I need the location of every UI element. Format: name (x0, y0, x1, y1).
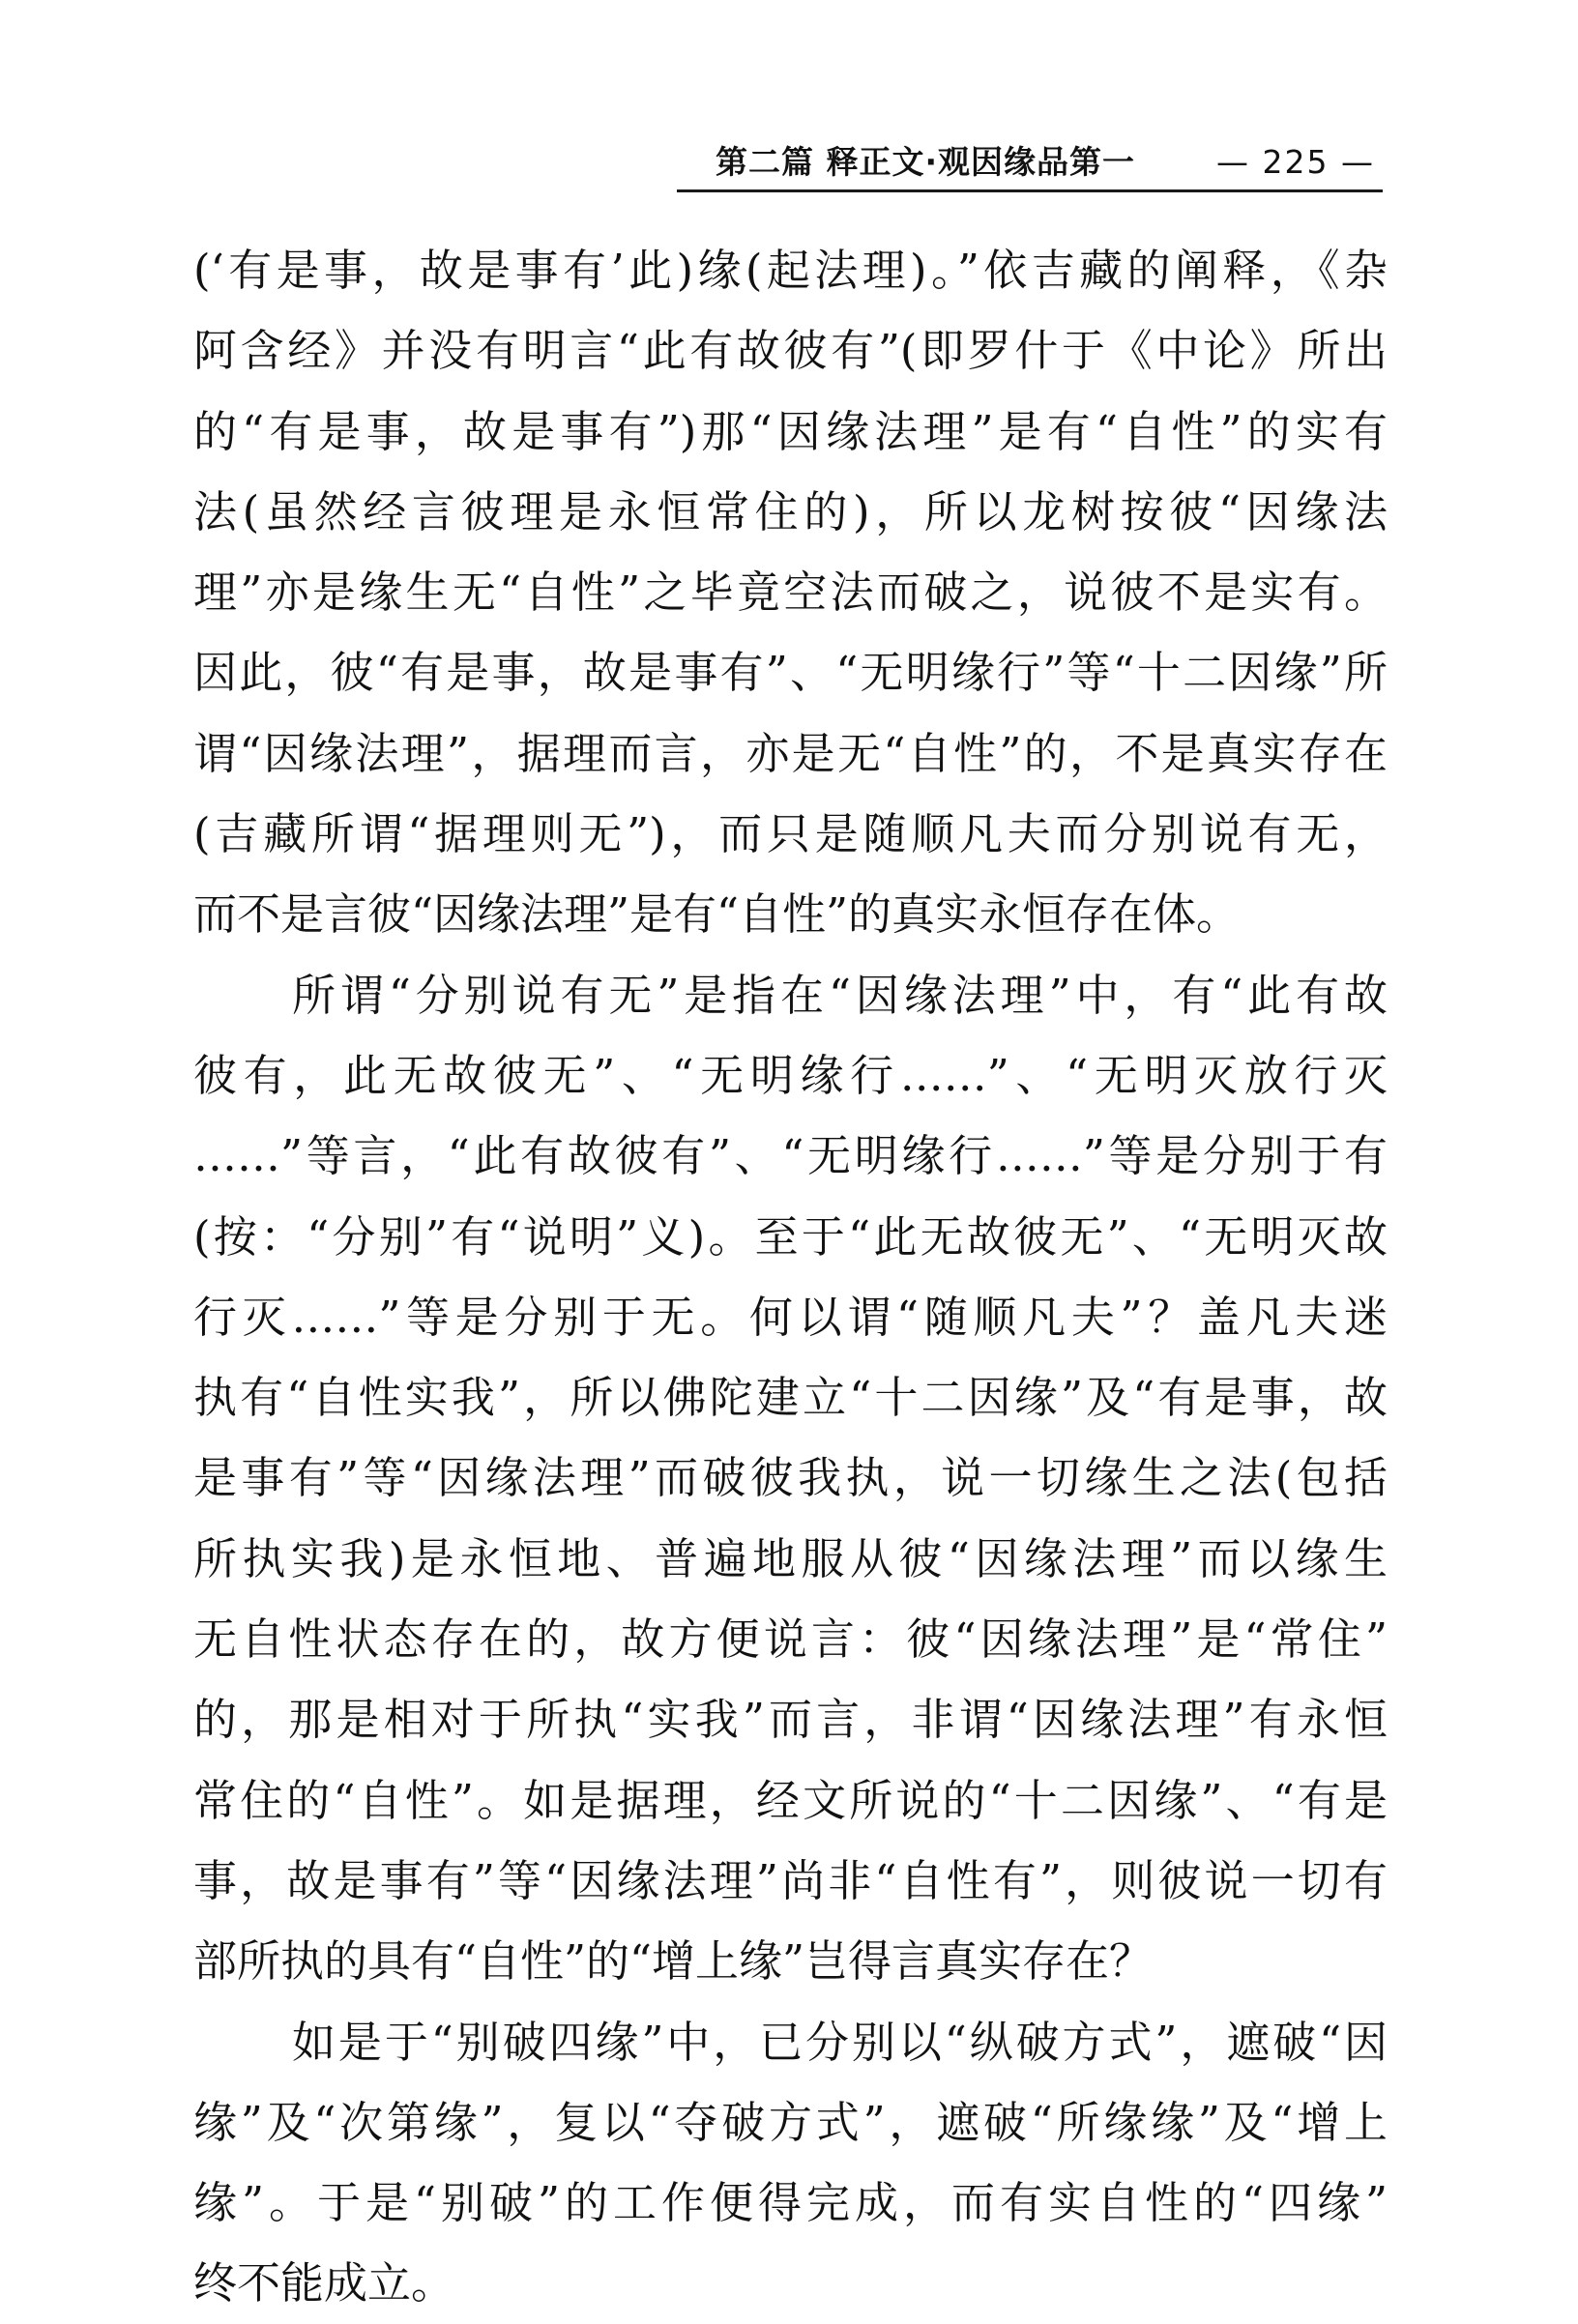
text-line: 的，那是相对于所执“实我”而言，非谓“因缘法理”有永恒 (193, 1694, 1388, 1746)
chapter-title: 第二篇 释正文·观因缘品第一 (716, 143, 1136, 181)
text-line: 而不是言彼“因缘法理”是有“自性”的真实永恒存在体。 (193, 888, 1241, 941)
paragraph-start-line: 如是于“别破四缘”中，已分别以“纵破方式”，遮破“因 (292, 2016, 1388, 2068)
text-line: 行灭……”等是分别于无。何以谓“随顺凡夫”？盖凡夫迷 (193, 1291, 1388, 1343)
text-line: 事，故是事有”等“因缘法理”尚非“自性有”，则彼说一切有 (193, 1854, 1388, 1906)
text-line: 缘”。于是“别破”的工作便得完成，而有实自性的“四缘” (193, 2177, 1388, 2229)
paragraph-start-line: 所谓“分别说有无”是指在“因缘法理”中，有“此有故 (292, 969, 1388, 1021)
text-line: 的“有是事，故是事有”)那“因缘法理”是有“自性”的实有 (193, 405, 1388, 457)
text-line: 理”亦是缘生无“自性”之毕竟空法而破之，说彼不是实有。 (193, 566, 1388, 619)
text-line: 缘”及“次第缘”，复以“夺破方式”，遮破“所缘缘”及“增上 (193, 2096, 1388, 2148)
text-line: (‘有是事，故是事有’此)缘(起法理)。”依吉藏的阐释，《杂 (193, 245, 1388, 296)
running-header (677, 135, 1383, 192)
text-line: ……”等言，“此有故彼有”、“无明缘行……”等是分别于有 (193, 1130, 1388, 1182)
text-line: 法(虽然经言彼理是永恒常住的)，所以龙树按彼“因缘法 (193, 485, 1388, 537)
text-line: (按：“分别”有“说明”义)。至于“此无故彼无”、“无明灭故 (193, 1210, 1388, 1263)
body-text (193, 230, 1388, 2324)
text-line: 谓“因缘法理”，据理而言，亦是无“自性”的，不是真实存在 (193, 727, 1388, 779)
text-line: 因此，彼“有是事，故是事有”、“无明缘行”等“十二因缘”所 (193, 647, 1388, 699)
text-line: 终不能成立。 (193, 2257, 455, 2309)
text-line: 所执实我)是永恒地、普遍地服从彼“因缘法理”而以缘生 (193, 1532, 1388, 1584)
text-line: 执有“自性实我”，所以佛陀建立“十二因缘”及“有是事，故 (193, 1372, 1388, 1424)
text-line: 无自性状态存在的，故方便说言：彼“因缘法理”是“常住” (193, 1613, 1388, 1666)
text-line: 部所执的具有“自性”的“增上缘”岂得言真实存在？ (193, 1935, 1154, 1988)
text-line: 彼有，此无故彼无”、“无明缘行……”、“无明灭放行灭 (193, 1049, 1388, 1101)
text-line: 是事有”等“因缘法理”而破彼我执，说一切缘生之法(包括 (193, 1452, 1388, 1504)
text-line: 常住的“自性”。如是据理，经文所说的“十二因缘”、“有是 (193, 1774, 1388, 1826)
page-number: — 225 — (1216, 143, 1375, 181)
text-line: (吉藏所谓“据理则无”)，而只是随顺凡夫而分别说有无， (193, 808, 1388, 860)
text-line: 阿含经》并没有明言“此有故彼有”(即罗什于《中论》所出 (193, 325, 1388, 377)
